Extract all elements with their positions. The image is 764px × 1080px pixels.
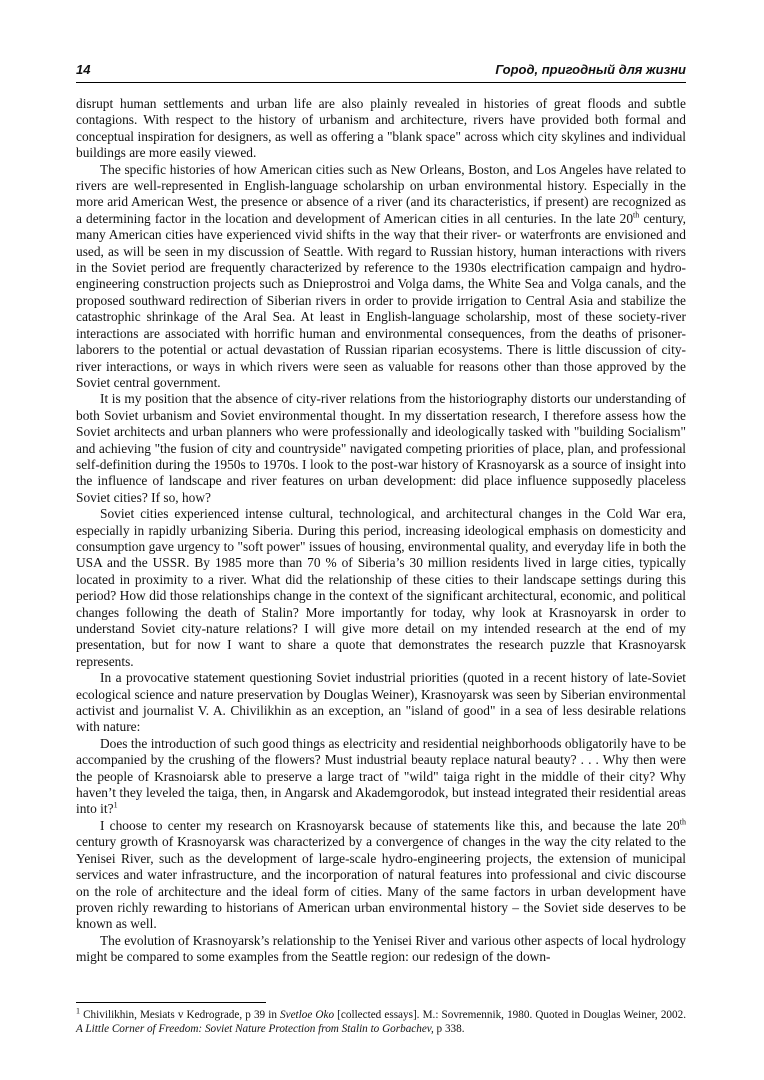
footnote-mark: 1 [76, 1006, 80, 1016]
footnote-rule [76, 1002, 266, 1003]
block-quote: Does the introduction of such good things as electricity and residential neighborhoods obligatorily have to be accompanied by the crushing of the flowers? Must industrial beauty replace natural beauty? . . . Why then were the people of Krasnoiarsk able to preserve a large tract of "wild" taiga right in the middle of their city? Why haven’t they leveled the taiga, then, in Angarsk and Akademgorodok, but instead integrated their residential areas into it?$^1$ [76, 735, 686, 817]
superscript-th: th [679, 817, 686, 827]
running-title: Город, пригодный для жизни [495, 62, 686, 77]
paragraph-8: The evolution of Krasnoyarsk’s relationship to the Yenisei River and various other aspects of local hydrology might be compared to some examples from the Seattle region: our redesign of the down- [76, 932, 686, 965]
paragraph-3: It is my position that the absence of city-river relations from the historiography distorts our understanding of both Soviet urbanism and Soviet environmental thought. In my dissertation research, I therefore assess how the Soviet architects and urban planners who were professionally and ideologically tasked with "building Socialism" and achieving "the fusion of city and countryside" navigated competing priorities of place, plan, and professional self-definition during the 1950s to 1970s. I look to the post-war history of Krasnoyarsk as a source of insight into the influence of landscape and river features on urban development: did place influence supposedly placeless Soviet cities? If so, how? [76, 391, 686, 505]
footnote-title-2: A Little Corner of Freedom: Soviet Nature Protection from Stalin to Gorbachev, [76, 1023, 434, 1035]
footnote-title-1: Svetloe Oko [280, 1009, 335, 1021]
paragraph-7: I choose to center my research on Krasnoyarsk because of statements like this, and because the late 20th century growth of Krasnoyarsk was characterized by a convergence of changes in the way the city related to the Yenisei River, such as the development of large-scale hydro-engineering projects, the extension of municipal services and water infrastructure, and the incorporation of natural features into professional and civic discourse on the role of architecture and the ideal form of cities. Many of the same factors in urban development have proven richly rewarding to historians of American urban environmental history – the Soviet side deserves to be known as well. [76, 817, 686, 932]
paragraph-2: The specific histories of how American cities such as New Orleans, Boston, and Los Angeles have related to rivers are well-represented in English-language scholarship on urban environmental history. Especially in the more arid American West, the presence or absence of a river (and its characteristics, if present) are recognized as a determining factor in the location and development of American cities in all centuries. In the late 20th century, many American cities have experienced vivid shifts in the way that their river- or waterfronts are envisioned and used, as will be seen in my discussion of Seattle. With regard to Russian history, human interactions with rivers in the Soviet period are frequently characterized by reference to the 1930s electrification campaign and hydro-engineering construction projects such as Dnieprostroi and Volga dams, the White Sea and Volga canals, and the proposed southward redirection of Siberian rivers in order to provide irrigation to Central Asia and stabilize the catastrophic shrinkage of the Aral Sea. At least in English-language scholarship, most of these society-river interactions are associated with horrific human and environmental consequences, from the deaths of prisoner-laborers to the potential or actual devastation of Russian riparian ecosystems. There is little discussion of city-river interactions, or ways in which rivers were seen as valuable for reasons other than those approved by the Soviet central government. [76, 161, 686, 390]
superscript-th: th [633, 210, 640, 220]
paragraph-1: disrupt human settlements and urban life are also plainly revealed in histories of great floods and subtle contagions. With respect to the history of urbanism and architecture, rivers have provided both formal and conceptual inspiration for designers, as well as offering a "blank space" across which city skylines and individual buildings are more easily viewed. [76, 96, 686, 161]
paragraph-5: In a provocative statement questioning Soviet industrial priorities (quoted in a recent history of late-Soviet ecological science and nature preservation by Douglas Weiner), Krasnoyarsk was seen by Siberian environmental activist and journalist V. A. Chivilikhin as an exception, an "island of good" in a sea of less desirable relations with nature: [76, 670, 686, 735]
body-text [76, 96, 686, 966]
page-header [76, 60, 686, 83]
paragraph-4: Soviet cities experienced intense cultural, technological, and architectural changes in the Cold War era, especially in rapidly urbanizing Siberia. During this period, increasing ideological emphasis on domesticity and consumption gave urgency to "soft power" issues of housing, environmental quality, and everyday life in both the USA and the USSR. By 1985 more than 70 % of Siberia’s 30 million residents lived in large cities, typically located in proximity to a river. What did the relationship of these cities to their landscape settings during this period? How did those relationships change in the context of the significant architectural, economic, and political changes following the death of Stalin? More importantly for today, why look at Krasnoyarsk in order to understand Soviet city-nature relations? I will give more detail on my intended research at the end of my presentation, but for now I want to share a quote that demonstrates the research puzzle that Krasnoyarsk represents. [76, 506, 686, 669]
footnote-1: $^1$ Chivilikhin, Mesiats v Kedrograde, p 39 in Svetloe Oko [collected essays]. M.: Sovremennik, 1980. Quoted in Douglas Weiner, 2002. A Little Corner of Freedom: Soviet Nature Protection from Stalin to Gorbachev, p 338. [76, 1006, 686, 1035]
footnote-ref-1[interactable]: 1 [113, 801, 118, 810]
page-number: 14 [76, 62, 91, 77]
